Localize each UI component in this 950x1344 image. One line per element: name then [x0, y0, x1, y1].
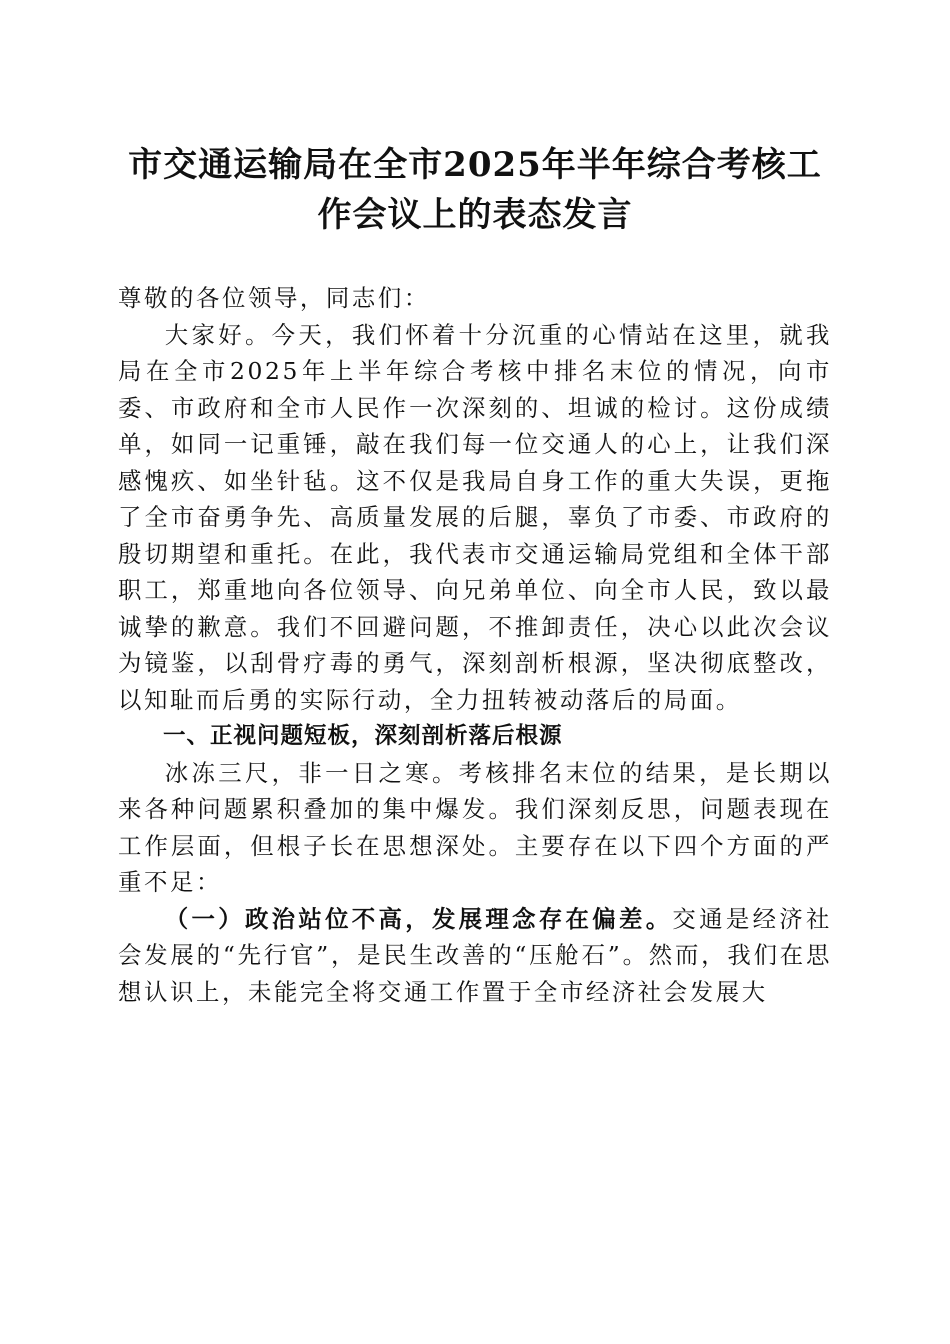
document-body: [118, 280, 832, 1010]
section-heading-1: 一、正视问题短板，深刻剖析落后根源: [163, 723, 563, 749]
title-line-2: 作会议上的表态发言: [317, 195, 633, 235]
point-1-lead: （一）政治站位不高，发展理念存在偏差。: [164, 904, 673, 933]
paragraph-point-1: [118, 901, 832, 1011]
title-line-1: 市交通运输局在全市2025年半年综合考核工: [128, 145, 822, 185]
paragraph-analysis: 冰冻三尺，非一日之寒。考核排名末位的结果，是长期以来各种问题累积叠加的集中爆发。我们深刻反思，问题表现在工作层面，但根子长在思想深处。主要存在以下四个方面的严重不足：: [118, 758, 832, 896]
salutation: 尊敬的各位领导，同志们：: [118, 284, 430, 312]
point-1-text: 交通是经济社会发展的“先行官”，是民生改善的“压舱石”。然而，我们在思想认识上，未能完全将交通工作置于全市经济社会发展大: [118, 904, 832, 1006]
paragraph-opening: 大家好。今天，我们怀着十分沉重的心情站在这里，就我局在全市2025年上半年综合考核中排名末位的情况，向市委、市政府和全市人民作一次深刻的、坦诚的检讨。这份成绩单，如同一记重锤，敲在我们每一位交通人的心上，让我们深感愧疚、如坐针毡。这不仅是我局自身工作的重大失误，更拖了全市奋勇争先、高质量发展的后腿，辜负了市委、市政府的殷切期望和重托。在此，我代表市交通运输局党组和全体干部职工，郑重地向各位领导、向兄弟单位、向全市人民，致以最诚挚的歉意。我们不回避问题，不推卸责任，决心以此次会议为镜鉴，以刮骨疗毒的勇气，深刻剖析根源，坚决彻底整改，以知耻而后勇的实际行动，全力扭转被动落后的局面。: [118, 320, 832, 714]
document-title: [120, 140, 830, 240]
